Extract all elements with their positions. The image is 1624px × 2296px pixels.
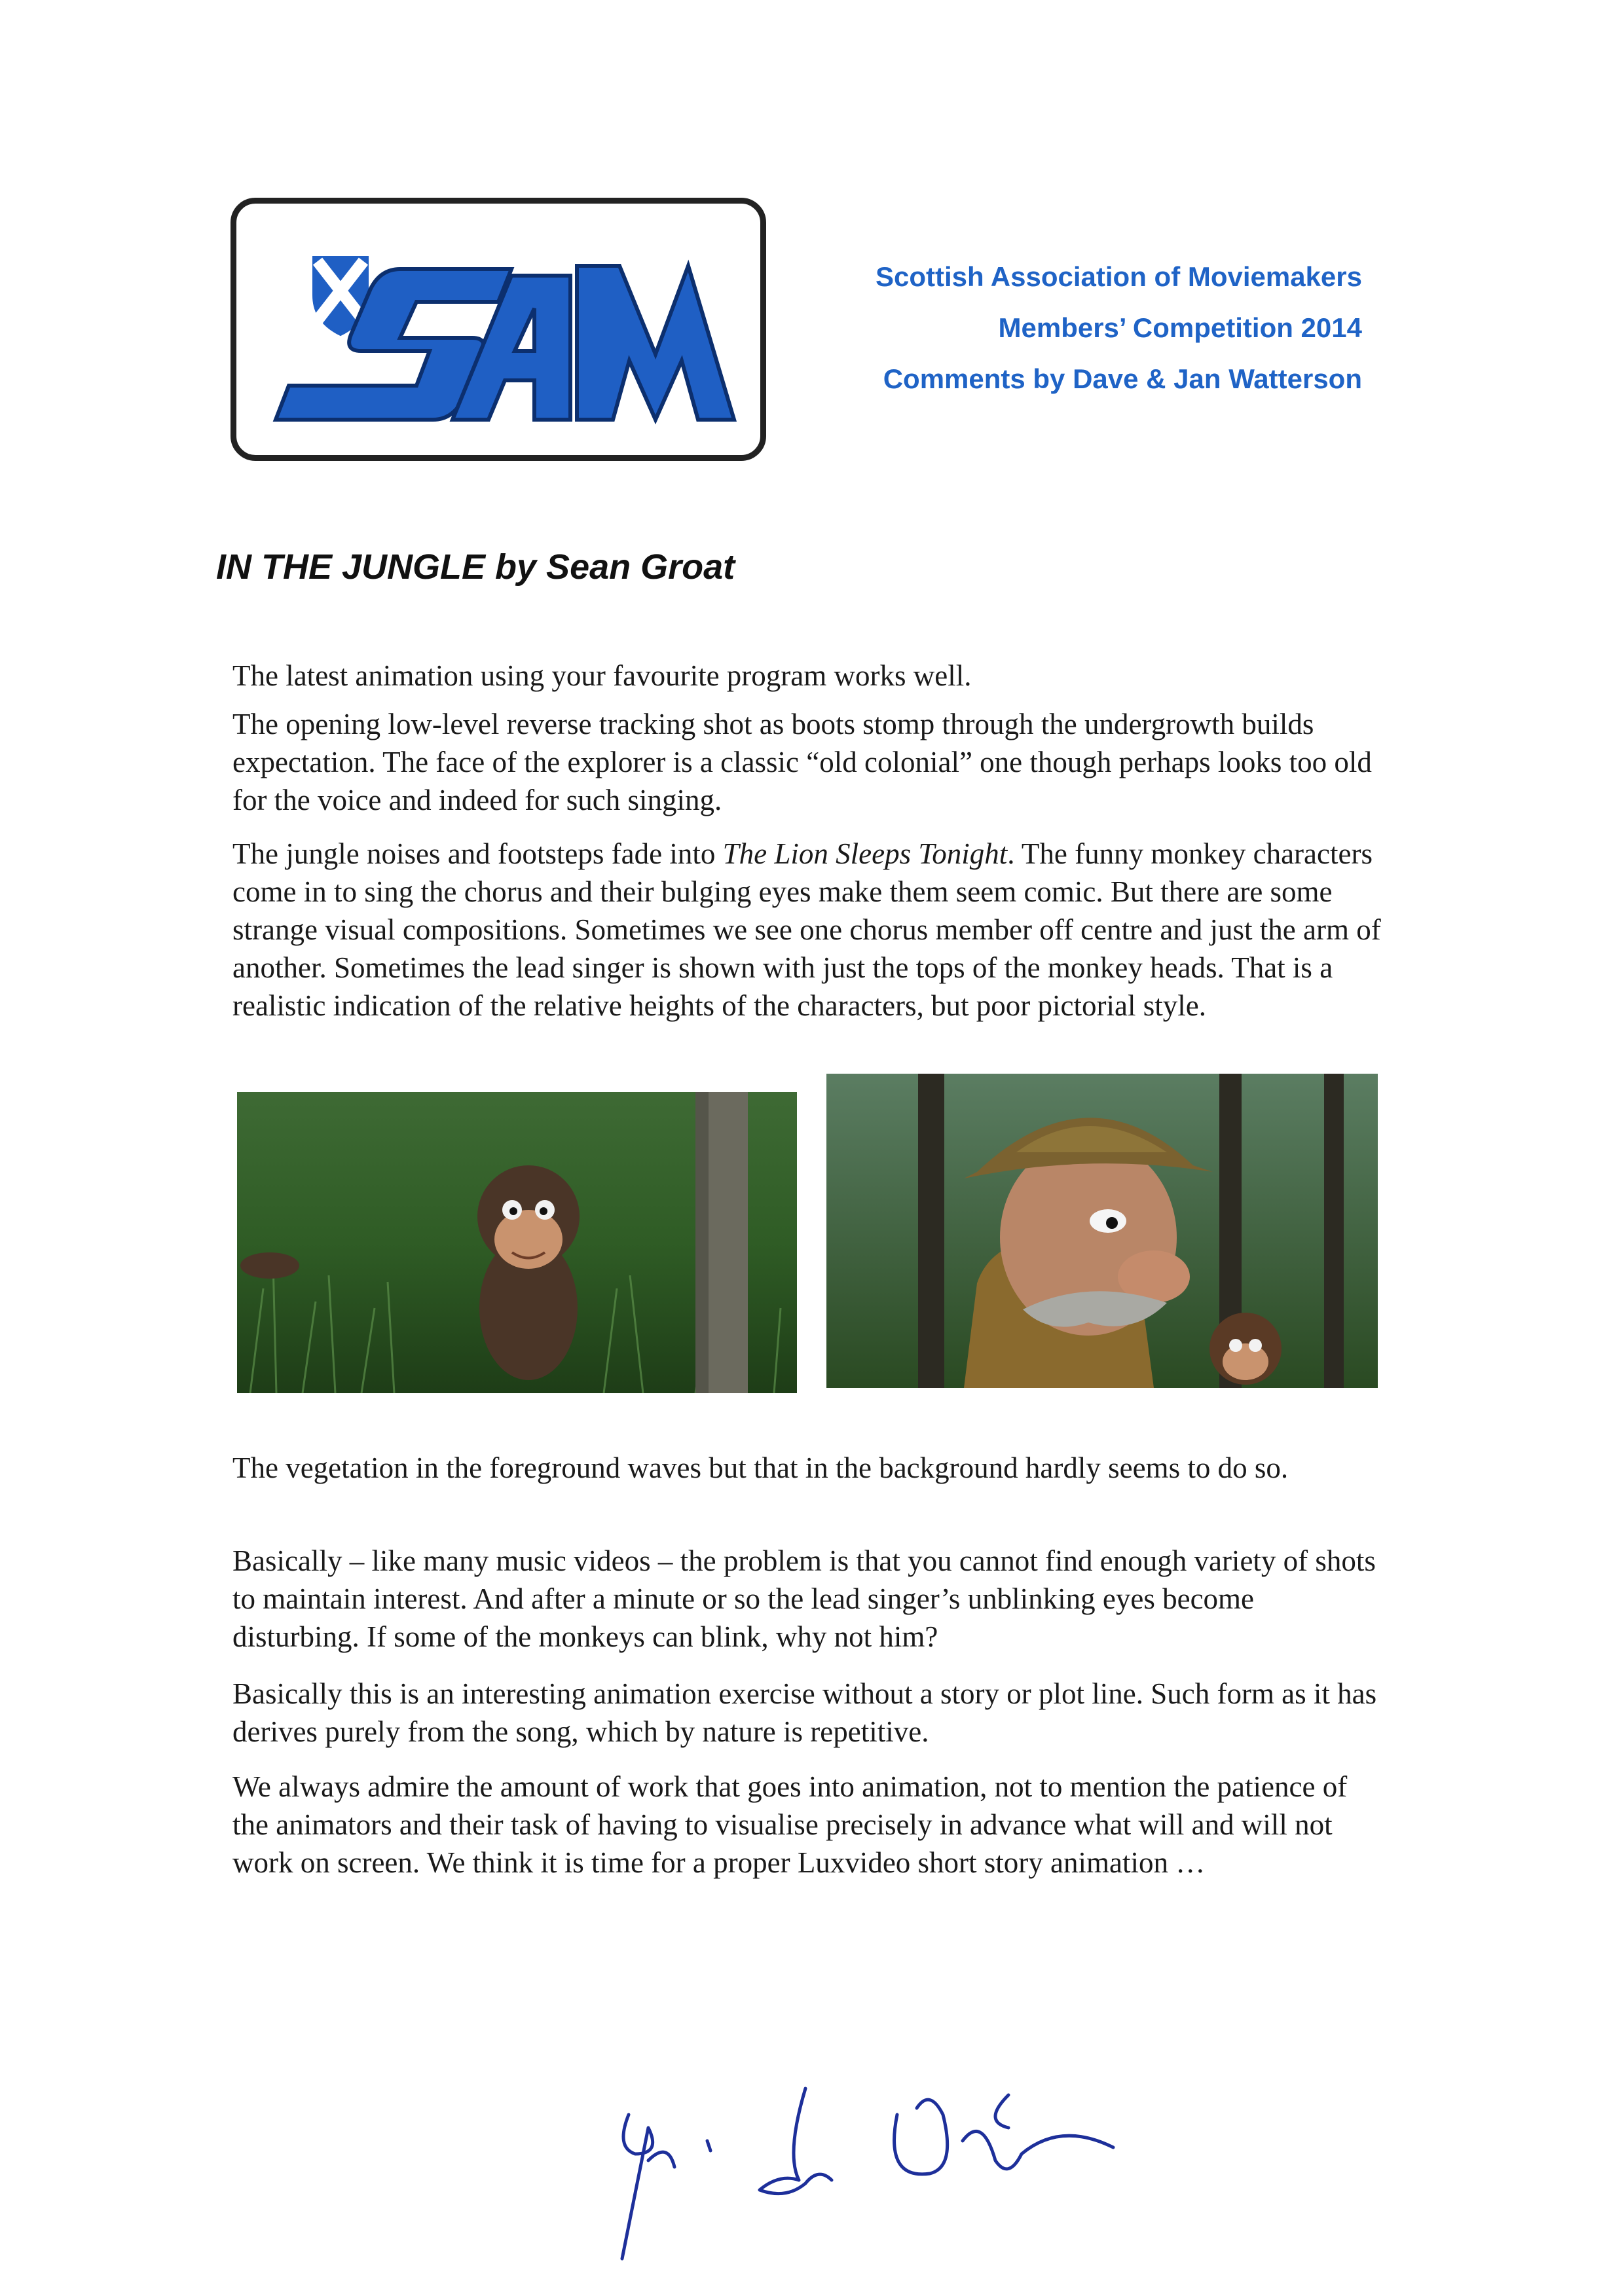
sam-logo-graphic — [236, 204, 760, 455]
paragraph-text: . The funny monkey characters come in to sing the chorus and their bulging eyes make them seem comic. But there are some strange visual compositions. Sometimes we see one chorus member off centre and just the arm of another. Sometimes the lead singer is shown with just the tops of the monkey heads. That is a realistic indication of the relative heights of the characters, but poor pictorial style. — [232, 837, 1381, 1022]
paragraph-text: The jungle noises and footsteps fade into — [232, 837, 723, 870]
paragraph-intro: The latest animation using your favourite program works well. — [232, 659, 972, 692]
sam-logo — [231, 198, 766, 461]
film-still-explorer — [826, 1074, 1378, 1388]
explorer-image — [826, 1074, 1378, 1388]
comments-author: Comments by Dave & Jan Watterson — [883, 363, 1362, 394]
handwritten-signature — [589, 2075, 1153, 2272]
header-block — [773, 251, 1362, 405]
paragraph-story: Basically this is an interesting animation exercise without a story or plot line. Such form as it has derives purely from the song, which by nature is repetitive. — [232, 1677, 1377, 1748]
page-title: IN THE JUNGLE by Sean Groat — [216, 547, 735, 587]
paragraph-opening-shot: The opening low-level reverse tracking shot as boots stomp through the undergrowth builds expectation. The face of the explorer is a classic “old colonial” one though perhaps looks too old for the voice and indeed for such singing. — [232, 708, 1372, 816]
paragraph-closing: We always admire the amount of work that goes into animation, not to mention the patience of the animators and their task of having to visualise precisely in advance what will and will not work on screen. We think it is time for a proper Luxvideo short story animation … — [232, 1770, 1348, 1879]
paragraph-vegetation: The vegetation in the foreground waves but that in the background hardly seems to do so. — [232, 1451, 1289, 1484]
competition-name: Members’ Competition 2014 — [998, 312, 1362, 343]
song-title: The Lion Sleeps Tonight — [722, 837, 1008, 870]
signature-graphic — [589, 2075, 1153, 2272]
paragraph-jungle-noises — [232, 835, 1385, 1025]
monkey-image — [237, 1092, 797, 1393]
organisation-name: Scottish Association of Moviemakers — [876, 261, 1362, 292]
film-still-monkey — [237, 1092, 797, 1393]
paragraph-music-videos: Basically – like many music videos – the problem is that you cannot find enough variety of shots to maintain interest. And after a minute or so the lead singer’s unblinking eyes become disturbing. If some of the monkeys can blink, why not him? — [232, 1544, 1376, 1653]
